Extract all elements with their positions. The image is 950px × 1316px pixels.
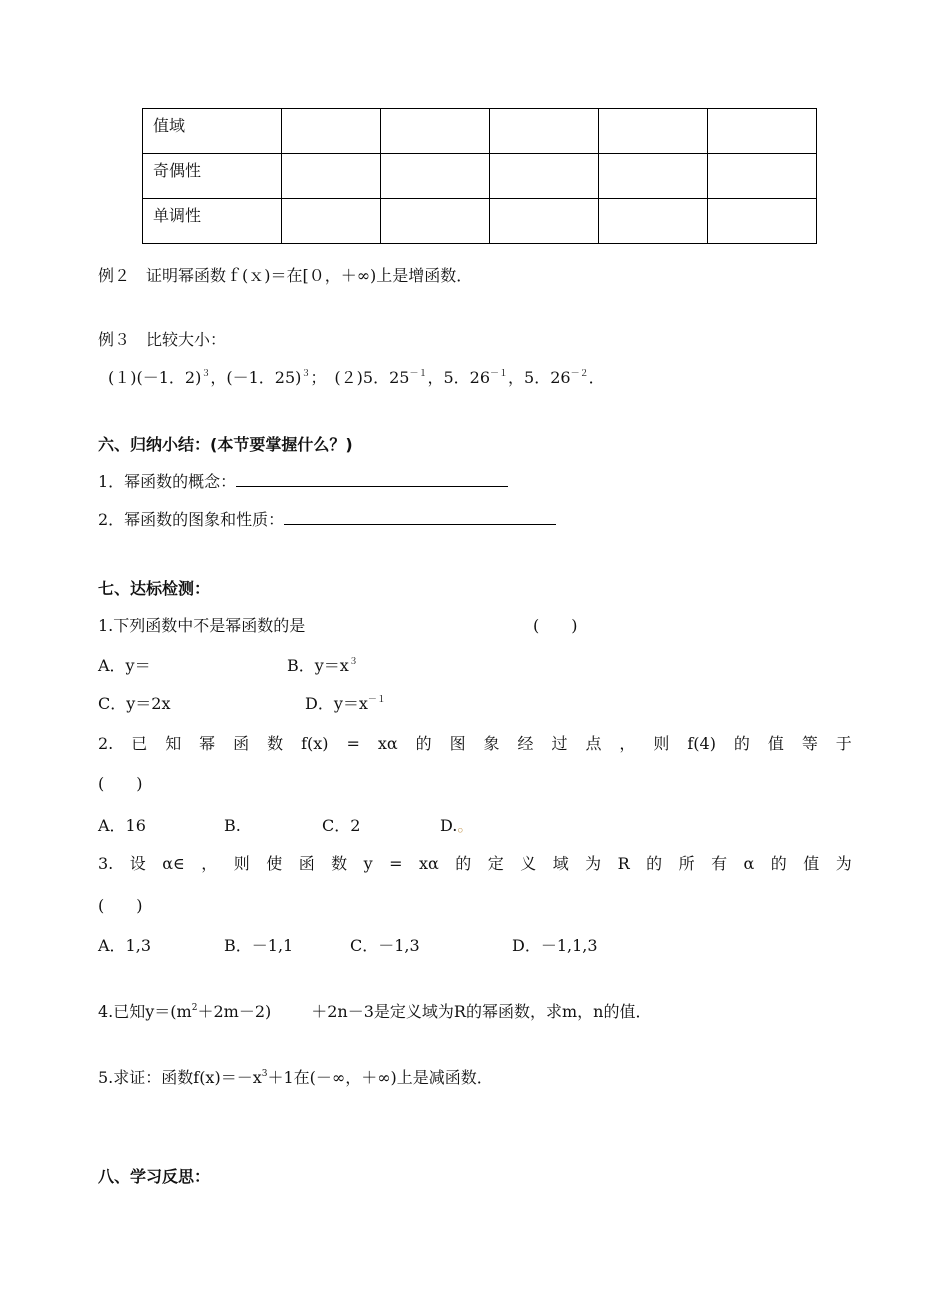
option-d: D．$y=x^{-1}$ [305, 694, 386, 713]
table-row [143, 199, 817, 244]
example-3-content: (１)(－1．2)$^3$，(－1．25)$^3$； (２)5．$25^{-1}$，5．$26^{-1}$，5．$26^{-2}$． [108, 368, 605, 387]
answer-paren: ( ) [98, 774, 143, 793]
summary-item-2: 2．幂函数的图象和性质： [98, 510, 556, 530]
answer-blank[interactable] [236, 472, 508, 487]
question-3-stem: 3. 设 α∈ ， 则 使 函 数 y = xα 的 定 义 域 为 R 的 所 有 α 的 值 为 [98, 854, 852, 873]
option-b: B. [224, 816, 241, 835]
answer-blank[interactable] [284, 510, 556, 525]
property-table [142, 108, 817, 244]
option-c: C．y＝2x [98, 694, 171, 713]
question-2-stem: 2. 已 知 幂 函 数 f(x) = xα 的 图 象 经 过 点 ， 则 f(4) 的 值 等 于 [98, 734, 852, 753]
option-a: A．1,3 [98, 936, 152, 955]
option-c: C．－1,3 [350, 936, 420, 955]
question-4: 4.已知$y=(m^2+2m-2) +2n-3$是定义域为R的幂函数，求m，n的值． [98, 1002, 652, 1021]
example-3-title: 例３ 比较大小： [98, 330, 227, 349]
table-row [143, 154, 817, 199]
option-d: D．－1,1,3 [512, 936, 598, 955]
option-a: A．y＝ [98, 656, 151, 675]
row-label: 值域 [143, 109, 282, 154]
answer-paren: ( ) [533, 616, 578, 635]
example-2: 例２ 证明幂函数ｆ(ｘ)＝在[０，＋∞)上是增函数． [98, 266, 473, 285]
answer-paren: ( ) [98, 896, 143, 915]
question-1-stem: 1.下列函数中不是幂函数的是 [98, 616, 306, 635]
question-5: 5.求证：函数$f(x)=-x^3+1$在(－∞，＋∞)上是减函数． [98, 1068, 493, 1087]
option-a: A．16 [98, 816, 146, 835]
option-c: C．2 [322, 816, 361, 835]
option-b: B．－1,1 [224, 936, 294, 955]
section-7-heading: 七、达标检测： [98, 579, 211, 598]
section-8-heading: 八、学习反思： [98, 1167, 211, 1186]
row-label: 奇偶性 [143, 154, 282, 199]
section-6-heading: 六、归纳小结：(本节要掌握什么？) [98, 435, 353, 454]
option-d: D.。 [440, 816, 474, 835]
table-row [143, 109, 817, 154]
row-label: 单调性 [143, 199, 282, 244]
summary-item-1: 1．幂函数的概念： [98, 472, 508, 492]
option-b: B．$y=x^3$ [287, 656, 358, 675]
